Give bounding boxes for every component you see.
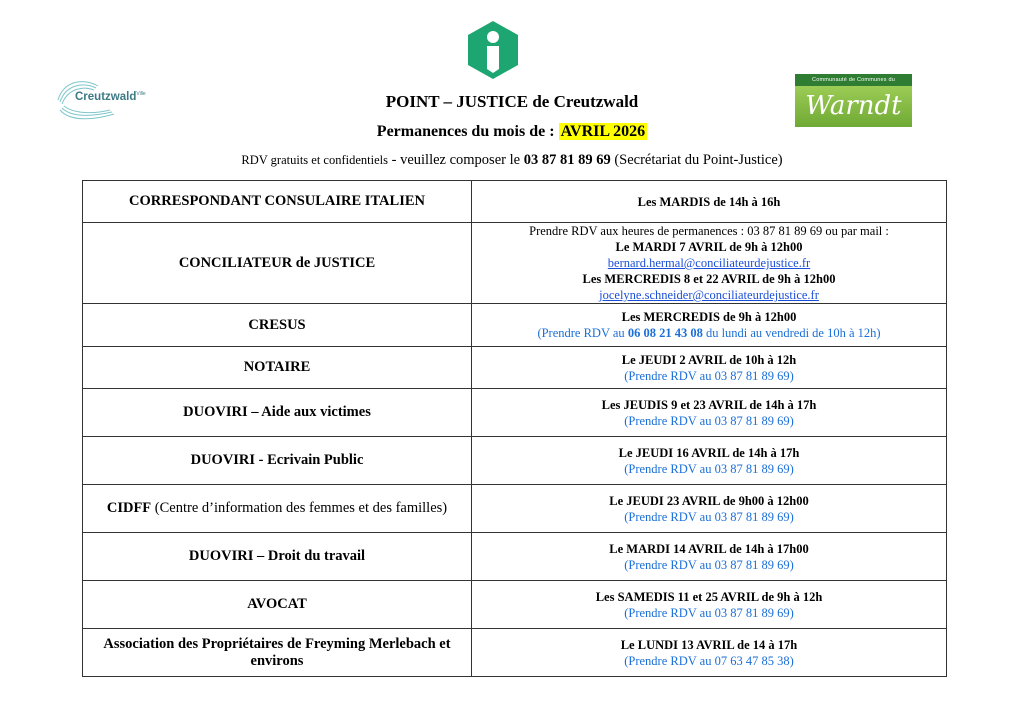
service-name: CORRESPONDANT CONSULAIRE ITALIEN xyxy=(83,181,472,223)
service-schedule xyxy=(472,347,947,389)
service-schedule xyxy=(472,389,947,437)
service-schedule xyxy=(472,437,947,485)
info-icon xyxy=(466,20,520,80)
service-schedule xyxy=(472,181,947,223)
service-schedule xyxy=(472,533,947,581)
rdv-hours: du lundi au vendredi de 10h à 12h) xyxy=(702,326,881,340)
rdv-phone-number: 06 08 21 43 08 xyxy=(627,326,703,340)
point-justice-logo xyxy=(466,20,520,80)
rdv-free-text: RDV gratuits et confidentiels xyxy=(241,153,388,167)
table-row xyxy=(83,347,947,389)
schedule-rdv: (Prendre RDV au 03 87 81 89 69) xyxy=(624,509,794,524)
service-name-bold: CIDFF xyxy=(106,500,152,516)
permanences-table xyxy=(82,180,947,677)
table-row xyxy=(83,533,947,581)
service-name xyxy=(83,485,472,533)
service-name: NOTAIRE xyxy=(83,347,472,389)
page-title: POINT – JUSTICE de Creutzwald xyxy=(385,92,639,111)
creutzwald-logo-sup: Ville xyxy=(136,91,146,98)
service-schedule xyxy=(472,581,947,629)
rdv-notice xyxy=(0,152,1024,169)
schedule-date: Les MERCREDIS 8 et 22 AVRIL de 9h à 12h00 xyxy=(582,272,836,286)
schedule-date: Le JEUDI 16 AVRIL de 14h à 17h xyxy=(618,445,800,460)
schedule-date: Les SAMEDIS 11 et 25 AVRIL de 9h à 12h xyxy=(595,589,823,604)
table-row xyxy=(83,629,947,677)
service-schedule xyxy=(472,223,947,304)
service-schedule xyxy=(472,485,947,533)
rdv-phone: 03 87 81 89 69 xyxy=(523,152,611,168)
service-name: DUOVIRI – Aide aux victimes xyxy=(83,389,472,437)
email-link[interactable]: jocelyne.schneider@conciliateurdejustice.fr xyxy=(599,288,819,302)
table-row xyxy=(83,223,947,304)
rdv-compose-text: - veuillez composer le xyxy=(388,152,524,168)
warndt-logo-top-text: Communauté de Communes du xyxy=(812,77,895,83)
table-row xyxy=(83,485,947,533)
schedule-rdv: (Prendre RDV au 03 87 81 89 69) xyxy=(624,368,794,383)
schedule-rdv: (Prendre RDV au 07 63 47 85 38) xyxy=(624,653,794,668)
service-name-detail: (Centre d’information des femmes et des familles) xyxy=(151,500,448,516)
subtitle-month: AVRIL 2026 xyxy=(560,123,646,140)
page-subtitle xyxy=(0,123,1024,141)
schedule-date: Le LUNDI 13 AVRIL de 14 à 17h xyxy=(620,637,798,652)
creutzwald-logo-text: Creutzwald xyxy=(75,91,137,103)
subtitle-prefix: Permanences du mois de : xyxy=(376,123,555,140)
table-row xyxy=(83,389,947,437)
schedule-date: Le MARDI 14 AVRIL de 14h à 17h00 xyxy=(609,541,809,556)
service-name: CONCILIATEUR de JUSTICE xyxy=(83,223,472,304)
schedule-note: Prendre RDV aux heures de permanences : 03 87 81 89 69 ou par mail : xyxy=(529,224,889,238)
service-schedule xyxy=(472,304,947,347)
service-name: DUOVIRI – Droit du travail xyxy=(83,533,472,581)
service-name: CRESUS xyxy=(83,304,472,347)
table-row xyxy=(83,437,947,485)
schedule-rdv xyxy=(478,325,940,341)
schedule-date: Le JEUDI 23 AVRIL de 9h00 à 12h00 xyxy=(609,493,809,508)
schedule-date: Le MARDI 7 AVRIL de 9h à 12h00 xyxy=(615,240,803,254)
schedule-rdv: (Prendre RDV au 03 87 81 89 69) xyxy=(624,461,794,476)
service-name: AVOCAT xyxy=(83,581,472,629)
service-schedule xyxy=(472,629,947,677)
schedule-rdv: (Prendre RDV au 03 87 81 89 69) xyxy=(624,413,794,428)
schedule-rdv: (Prendre RDV au 03 87 81 89 69) xyxy=(624,605,794,620)
schedule-date: Les JEUDIS 9 et 23 AVRIL de 14h à 17h xyxy=(601,397,817,412)
service-name: DUOVIRI - Ecrivain Public xyxy=(83,437,472,485)
service-name: Association des Propriétaires de Freyming Merlebach et environs xyxy=(83,629,472,677)
rdv-prefix: (Prendre RDV au xyxy=(537,326,628,340)
schedule-date: Les MARDIS de 14h à 16h xyxy=(637,194,781,209)
schedule-date: Le JEUDI 2 AVRIL de 10h à 12h xyxy=(621,352,797,367)
email-link[interactable]: bernard.hermal@conciliateurdejustice.fr xyxy=(607,256,811,270)
rdv-secretariat-text: (Secrétariat du Point-Justice) xyxy=(610,152,783,168)
schedule-date: Les MERCREDIS de 9h à 12h00 xyxy=(621,310,797,324)
schedule-rdv: (Prendre RDV au 03 87 81 89 69) xyxy=(624,557,794,572)
warndt-logo-name: Warndt xyxy=(805,91,902,121)
table-row xyxy=(83,581,947,629)
table-row xyxy=(83,304,947,347)
table-row xyxy=(83,181,947,223)
